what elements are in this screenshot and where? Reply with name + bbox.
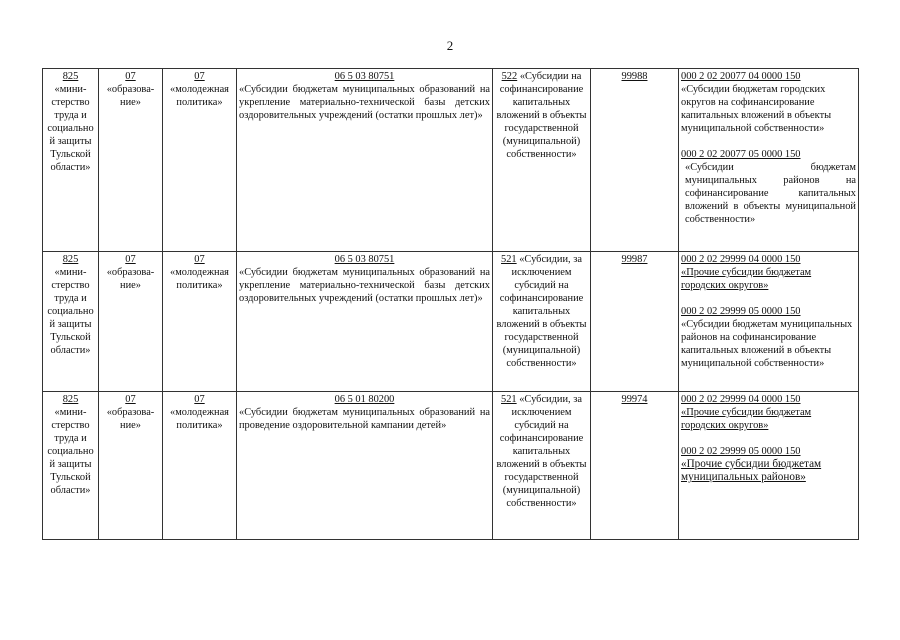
section-name: «образова-ние» — [106, 84, 155, 108]
expense-type-text: «Субсидии на софинансирование капитальных вложений в объекты государственной (муниципальной) собственности» — [496, 71, 587, 160]
ministry-cell — [43, 392, 99, 540]
table-row — [43, 392, 859, 540]
ministry-code: 825 — [62, 394, 79, 405]
revenue-code: 000 2 02 20077 05 0000 150 — [681, 149, 801, 160]
revenue-cell — [679, 392, 859, 540]
ministry-name: «мини-стерство труда и социально й защиты Тульской области» — [47, 407, 94, 496]
expense-type-code: 521 — [501, 394, 517, 405]
revenue-code: 000 2 02 20077 04 0000 150 — [681, 71, 801, 82]
section-code: 07 — [125, 394, 136, 405]
purpose-text: «Субсидии бюджетам муниципальных образований на укрепление материально-технической базы детских оздоровительных учреждений (остатки прошлых лет)» — [239, 84, 490, 121]
ministry-cell — [43, 252, 99, 392]
revenue-code: 000 2 02 29999 04 0000 150 — [681, 254, 801, 265]
budget-classification-table — [42, 68, 859, 540]
target-code: 06 5 03 80751 — [334, 71, 395, 82]
purpose-cell — [237, 392, 493, 540]
section-name: «образова-ние» — [106, 407, 155, 431]
revenue-name: «Прочие субсидии бюджетам муниципальных районов» — [681, 458, 822, 483]
extra-code: 99987 — [621, 254, 648, 265]
subsection-code: 07 — [194, 254, 205, 265]
revenue-cell — [679, 252, 859, 392]
subsection-cell — [163, 69, 237, 252]
section-cell — [99, 392, 163, 540]
subsection-code: 07 — [194, 71, 205, 82]
revenue-name: «Субсидии бюджетам городских округов на софинансирование капитальных вложений в объекты муниципальной собственности» — [681, 84, 832, 134]
section-name: «образова-ние» — [106, 267, 155, 291]
expense-type-code: 522 — [501, 71, 518, 82]
section-cell — [99, 252, 163, 392]
purpose-cell — [237, 69, 493, 252]
table-row — [43, 69, 859, 252]
expense-type-cell — [493, 69, 591, 252]
subsection-cell — [163, 392, 237, 540]
subsection-cell — [163, 252, 237, 392]
subsection-name: «молодежная политика» — [170, 84, 229, 108]
revenue-cell — [679, 69, 859, 252]
extra-code: 99974 — [621, 394, 648, 405]
table-row — [43, 252, 859, 392]
expense-type-text: «Субсидии, за исключением субсидий на софинансирование капитальных вложений в объекты государственной (муниципальной) собственности» — [496, 254, 587, 369]
expense-type-text: «Субсидии, за исключением субсидий на софинансирование капитальных вложений в объекты государственной (муниципальной) собственности» — [496, 394, 587, 509]
revenue-name: «Прочие субсидии бюджетам городских округов» — [681, 267, 812, 291]
revenue-code: 000 2 02 29999 04 0000 150 — [681, 394, 801, 405]
ministry-code: 825 — [62, 254, 79, 265]
extra-code-cell — [591, 252, 679, 392]
extra-code: 99988 — [621, 71, 648, 82]
purpose-text: «Субсидии бюджетам муниципальных образований на укрепление материально-технической базы детских оздоровительных учреждений (остатки прошлых лет)» — [239, 267, 490, 304]
target-code: 06 5 03 80751 — [334, 254, 395, 265]
purpose-text: «Субсидии бюджетам муниципальных образований на проведение оздоровительной кампании детей» — [239, 407, 490, 431]
subsection-name: «молодежная политика» — [170, 407, 229, 431]
ministry-name: «мини-стерство труда и социально й защиты Тульской области» — [47, 267, 94, 356]
ministry-cell — [43, 69, 99, 252]
section-cell — [99, 69, 163, 252]
page-number: 2 — [446, 38, 454, 53]
expense-type-cell — [493, 392, 591, 540]
revenue-code: 000 2 02 29999 05 0000 150 — [681, 306, 801, 317]
subsection-code: 07 — [194, 394, 205, 405]
revenue-name: «Прочие субсидии бюджетам городских округов» — [681, 407, 812, 431]
ministry-name: «мини-стерство труда и социально й защиты Тульской области» — [47, 84, 94, 173]
target-code: 06 5 01 80200 — [334, 394, 395, 405]
extra-code-cell — [591, 69, 679, 252]
section-code: 07 — [125, 254, 136, 265]
extra-code-cell — [591, 392, 679, 540]
expense-type-code: 521 — [501, 254, 517, 265]
revenue-name: «Субсидии бюджетам муниципальных районов на софинансирование капитальных вложений в объекты муниципальной собственности» — [681, 319, 853, 369]
section-code: 07 — [125, 71, 136, 82]
revenue-name: «Субсидии бюджетам муниципальных районов на софинансирование капитальных вложений в объекты муниципальной собственности» — [685, 162, 856, 225]
ministry-code: 825 — [62, 71, 79, 82]
subsection-name: «молодежная политика» — [170, 267, 229, 291]
purpose-cell — [237, 252, 493, 392]
expense-type-cell — [493, 252, 591, 392]
revenue-code: 000 2 02 29999 05 0000 150 — [681, 446, 801, 457]
